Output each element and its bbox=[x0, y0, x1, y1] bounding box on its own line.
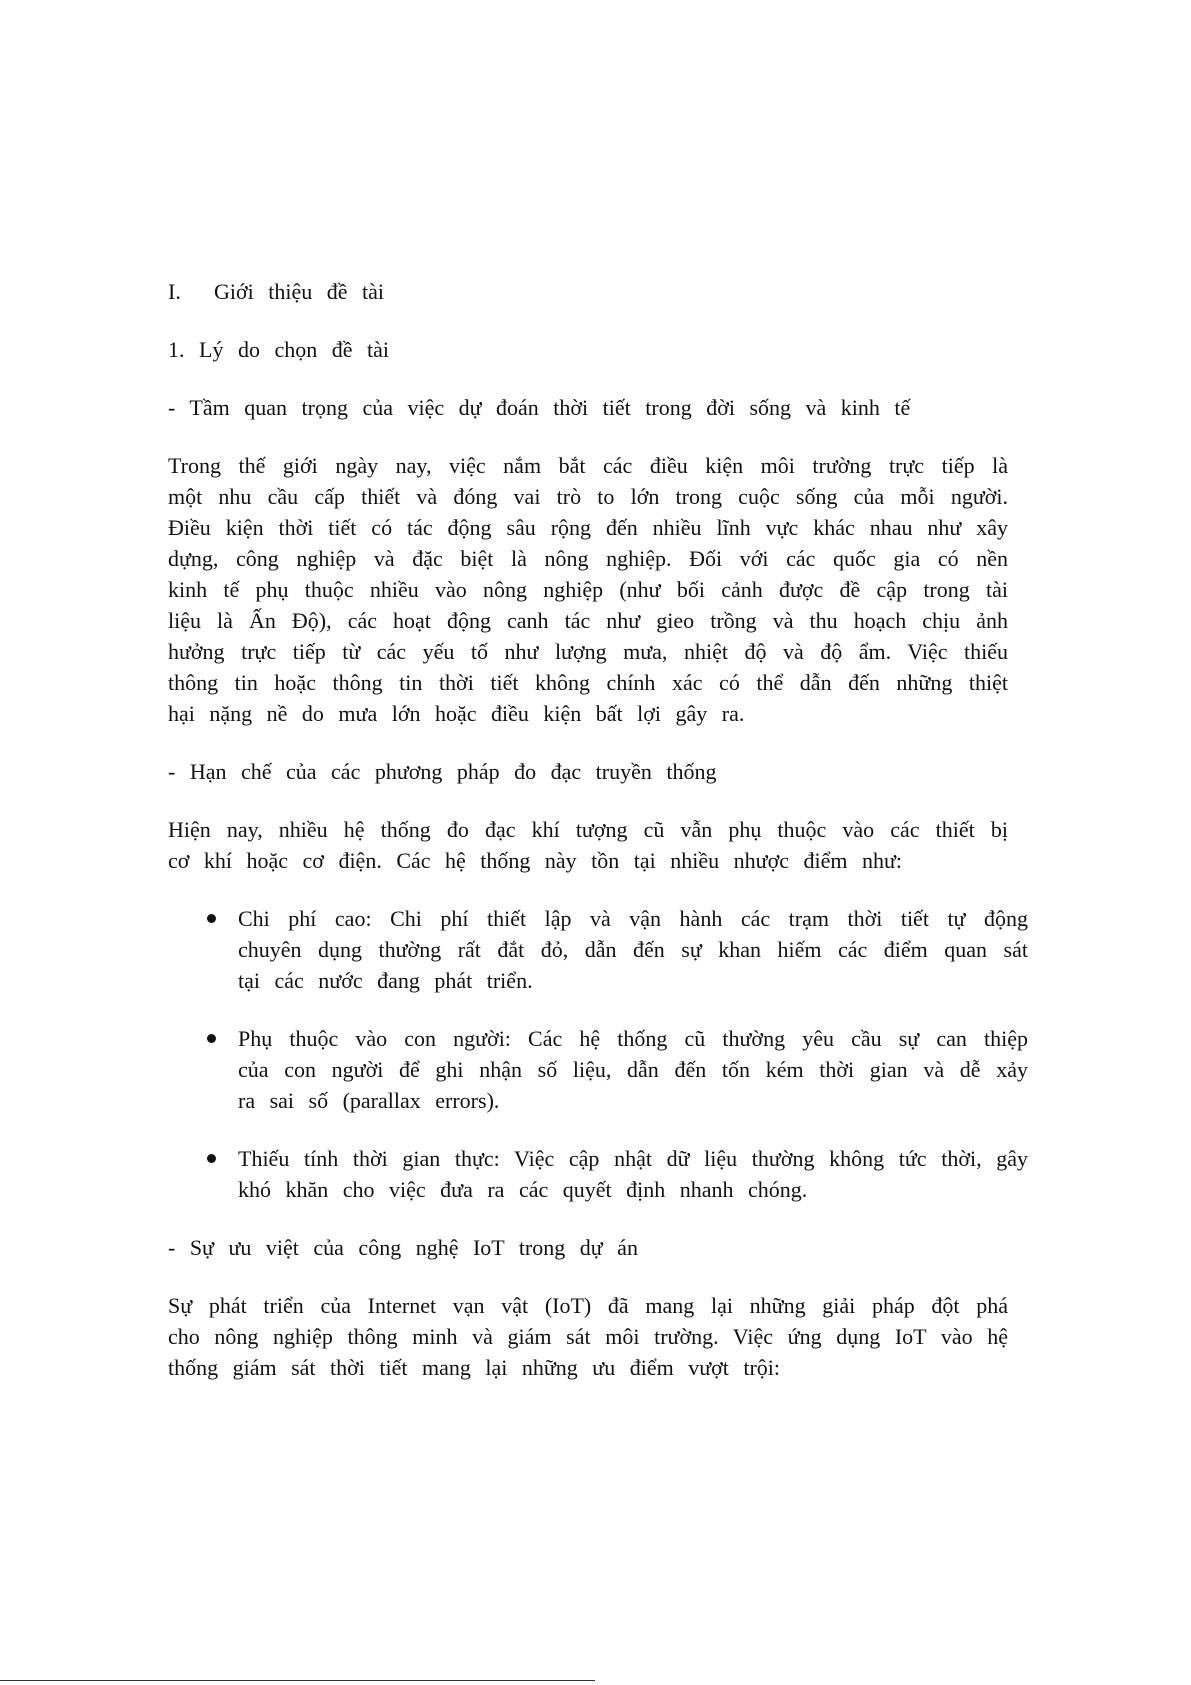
section-title: Giới thiệu đề tài bbox=[214, 279, 384, 304]
section-number: I. bbox=[168, 279, 181, 304]
list-item-text: Phụ thuộc vào con người: Các hệ thống cũ thường yêu cầu sự can thiệp của con người để ghi nhận số liệu, dẫn đến tốn kém thời gian và dễ xảy ra sai số (parallax errors). bbox=[238, 1026, 1028, 1113]
footer-divider bbox=[0, 1680, 595, 1681]
subsection-heading: 1. Lý do chọn đề tài bbox=[168, 337, 389, 362]
bullet-dot-icon bbox=[168, 1143, 238, 1205]
bullet-dot-icon bbox=[168, 903, 238, 996]
paragraph-importance: Trong thế giới ngày nay, việc nắm bắt các điều kiện môi trường trực tiếp là một nhu cầu cấp thiết và đóng vai trò to lớn trong cuộc sống của mỗi người. Điều kiện thời tiết có tác động sâu rộng đến nhiều lĩnh vực khác nhau như xây dựng, công nghiệp và đặc biệt là nông nghiệp. Đối với các quốc gia có nền kinh tế phụ thuộc nhiều vào nông nghiệp (như bối cảnh được đề cập trong tài liệu là Ấn Độ), các hoạt động canh tác như gieo trồng và thu hoạch chịu ảnh hưởng trực tiếp từ các yếu tố như lượng mưa, nhiệt độ và độ ẩm. Việc thiếu thông tin hoặc thông tin thời tiết không chính xác có thể dẫn đến những thiệt hại nặng nề do mưa lớn hoặc điều kiện bất lợi gây ra. bbox=[168, 453, 1008, 726]
bullet-dot-icon bbox=[168, 1023, 238, 1116]
paragraph-limitations: Hiện nay, nhiều hệ thống đo đạc khí tượng cũ vẫn phụ thuộc vào các thiết bị cơ khí hoặc cơ điện. Các hệ thống này tồn tại nhiều nhược điểm như: bbox=[168, 817, 1008, 873]
list-item bbox=[168, 1023, 1028, 1116]
limitations-list bbox=[168, 903, 1028, 1205]
list-item bbox=[168, 1143, 1028, 1205]
paragraph-iot: Sự phát triển của Internet vạn vật (IoT) đã mang lại những giải pháp đột phá cho nông nghiệp thông minh và giám sát môi trường. Việc ứng dụng IoT vào hệ thống giám sát thời tiết mang lại những ưu điểm vượt trội: bbox=[168, 1293, 1008, 1380]
section-heading bbox=[168, 276, 1028, 307]
list-item bbox=[168, 903, 1028, 996]
list-item-text: Thiếu tính thời gian thực: Việc cập nhật dữ liệu thường không tức thời, gây khó khăn cho việc đưa ra các quyết định nhanh chóng. bbox=[238, 1146, 1028, 1202]
topic-heading-iot: - Sự ưu việt của công nghệ IoT trong dự án bbox=[168, 1235, 638, 1260]
list-item-text: Chi phí cao: Chi phí thiết lập và vận hành các trạm thời tiết tự động chuyên dụng thường rất đắt đỏ, dẫn đến sự khan hiếm các điểm quan sát tại các nước đang phát triển. bbox=[238, 906, 1028, 993]
topic-heading-limitations: - Hạn chế của các phương pháp đo đạc truyền thống bbox=[168, 759, 717, 784]
document-body bbox=[168, 276, 1028, 1410]
topic-heading-importance: - Tầm quan trọng của việc dự đoán thời tiết trong đời sống và kinh tế bbox=[168, 395, 911, 420]
